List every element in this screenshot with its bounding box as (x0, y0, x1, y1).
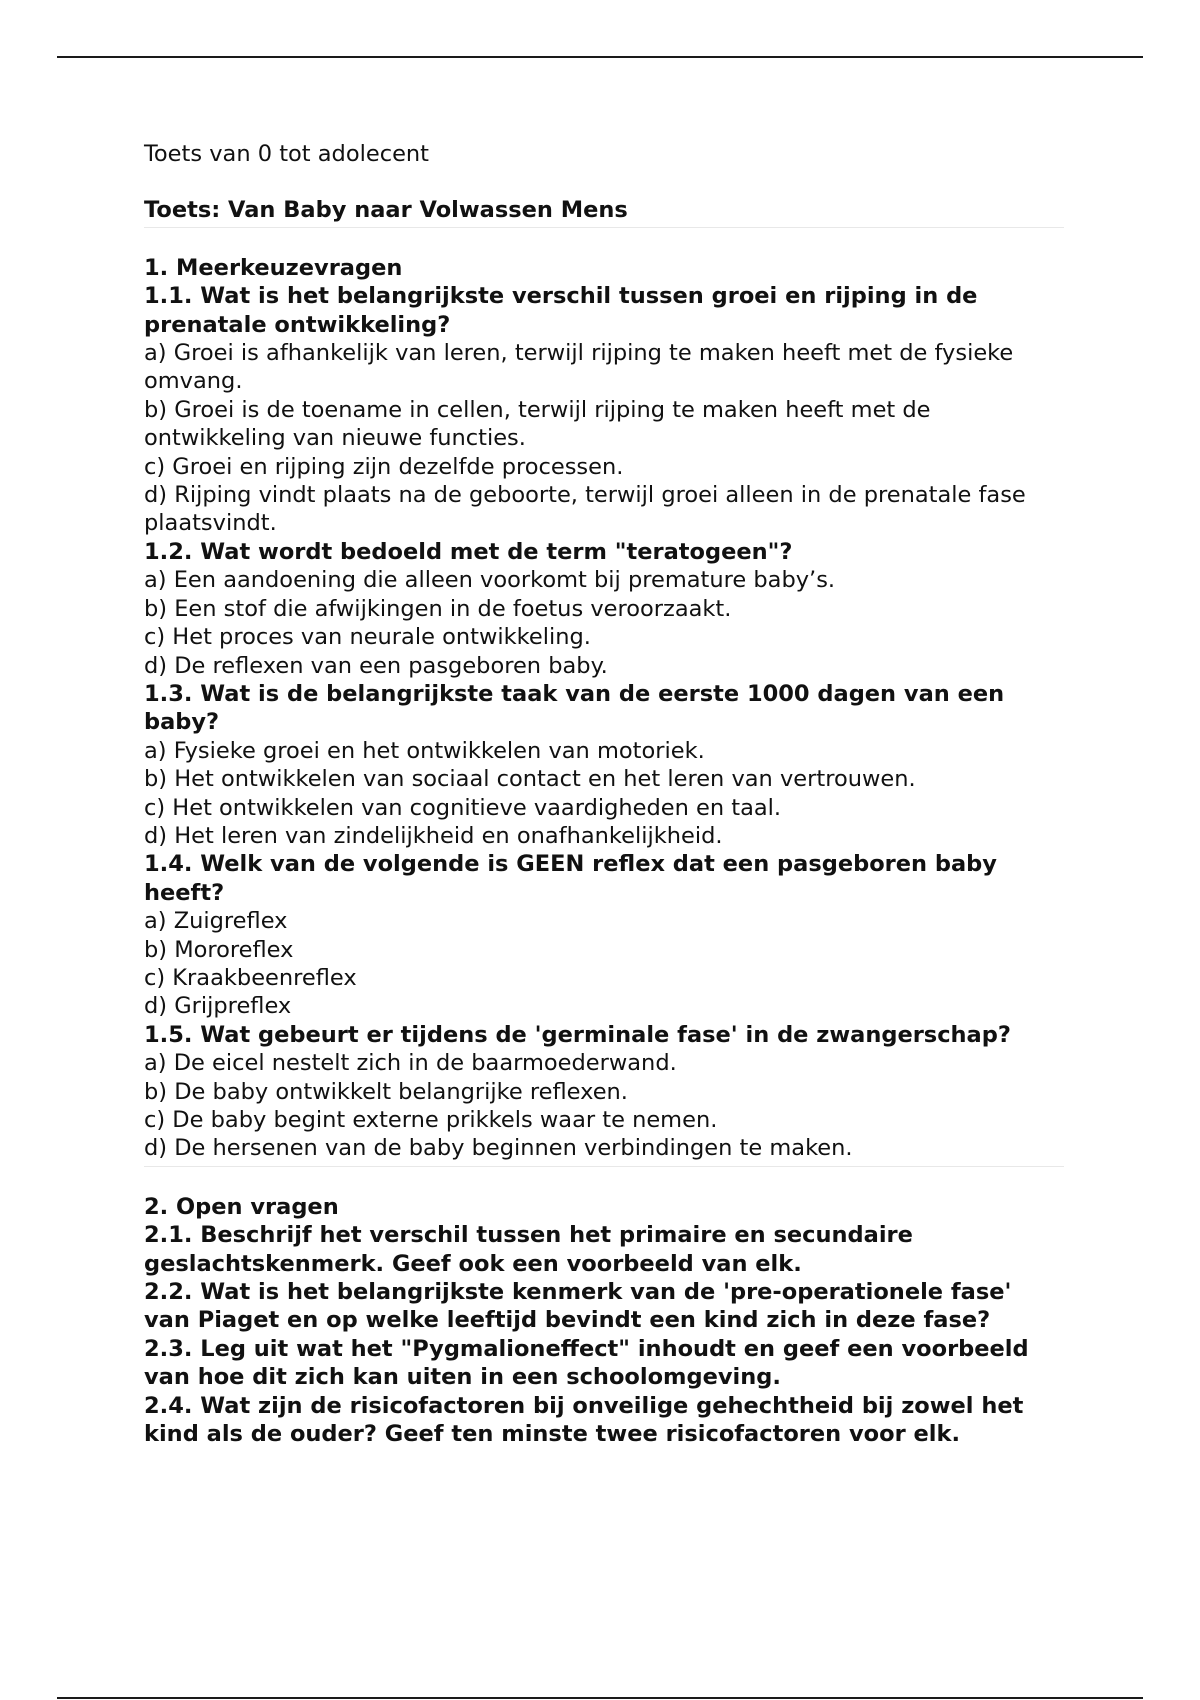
answer-option: a) Fysieke groei en het ontwikkelen van motoriek. (144, 737, 705, 764)
question-1-5 (144, 1021, 1064, 1163)
answer-option: b) De baby ontwikkelt belangrijke reflexen. (144, 1078, 628, 1105)
answer-option: a) Zuigreflex (144, 908, 288, 935)
question-1-2 (144, 538, 1064, 680)
answer-option: a) Een aandoening die alleen voorkomt bij premature baby’s. (144, 567, 836, 594)
answer-option: b) Groei is de toename in cellen, terwijl rijping te maken heeft met de ontwikkeling van nieuwe functies. (144, 396, 931, 452)
section-divider (144, 1166, 1064, 1167)
document-body (144, 140, 1064, 1448)
section-heading: 2. Open vragen (144, 1193, 339, 1220)
answer-option: d) De hersenen van de baby beginnen verbindingen te maken. (144, 1135, 853, 1162)
answer-option: c) Groei en rijping zijn dezelfde processen. (144, 453, 624, 480)
question-text: 1.1. Wat is het belangrijkste verschil tussen groei en rijping in de prenatale ontwikkeling? (144, 283, 978, 338)
question-2-2: 2.2. Wat is het belangrijkste kenmerk van de 'pre-operationele fase' van Piaget en op welke leeftijd bevindt een kind zich in deze fase? (144, 1279, 1012, 1334)
section-multiple-choice (144, 254, 1064, 1163)
answer-option: c) Het proces van neurale ontwikkeling. (144, 624, 591, 651)
answer-option: d) Rijping vindt plaats na de geboorte, terwijl groei alleen in de prenatale fase plaatsvindt. (144, 482, 1026, 537)
section-heading: 1. Meerkeuzevragen (144, 254, 403, 281)
answer-option: a) Groei is afhankelijk van leren, terwijl rijping te maken heeft met de fysieke omvang. (144, 340, 1014, 395)
top-rule (57, 56, 1143, 58)
answer-option: b) Een stof die afwijkingen in de foetus veroorzaakt. (144, 595, 732, 622)
question-text: 1.5. Wat gebeurt er tijdens de 'germinale fase' in de zwangerschap? (144, 1021, 1011, 1048)
question-text: 1.2. Wat wordt bedoeld met de term "teratogeen"? (144, 538, 793, 565)
question-2-4: 2.4. Wat zijn de risicofactoren bij onveilige gehechtheid bij zowel het kind als de ouder? Geef ten minste twee risicofactoren voor elk. (144, 1392, 1024, 1448)
bottom-rule (57, 1697, 1143, 1699)
answer-option: b) Het ontwikkelen van sociaal contact en het leren van vertrouwen. (144, 766, 916, 793)
answer-option: d) De reflexen van een pasgeboren baby. (144, 652, 608, 679)
answer-option: d) Grijpreflex (144, 993, 292, 1020)
section-open-questions (144, 1193, 1064, 1449)
question-2-3: 2.3. Leg uit wat het "Pygmalioneffect" inhoudt en geef een voorbeeld van hoe dit zich kan uiten in een schoolomgeving. (144, 1335, 1029, 1391)
document-title: Toets van 0 tot adolecent (144, 141, 429, 167)
question-1-3 (144, 680, 1064, 850)
answer-option: c) De baby begint externe prikkels waar te nemen. (144, 1107, 718, 1133)
question-text: 1.4. Welk van de volgende is GEEN reflex dat een pasgeboren baby heeft? (144, 851, 997, 906)
question-1-1 (144, 282, 1064, 538)
answer-option: b) Mororeflex (144, 936, 294, 963)
question-text: 1.3. Wat is de belangrijkste taak van de eerste 1000 dagen van een baby? (144, 680, 1005, 736)
answer-option: a) De eicel nestelt zich in de baarmoederwand. (144, 1050, 677, 1077)
answer-option: c) Het ontwikkelen van cognitieve vaardigheden en taal. (144, 794, 782, 821)
document-subtitle: Toets: Van Baby naar Volwassen Mens (144, 196, 1064, 227)
answer-option: c) Kraakbeenreflex (144, 964, 357, 991)
question-1-4 (144, 850, 1064, 1020)
answer-option: d) Het leren van zindelijkheid en onafhankelijkheid. (144, 822, 723, 849)
question-2-1: 2.1. Beschrijf het verschil tussen het primaire en secundaire geslachtskenmerk. Geef ook een voorbeeld van elk. (144, 1222, 913, 1277)
